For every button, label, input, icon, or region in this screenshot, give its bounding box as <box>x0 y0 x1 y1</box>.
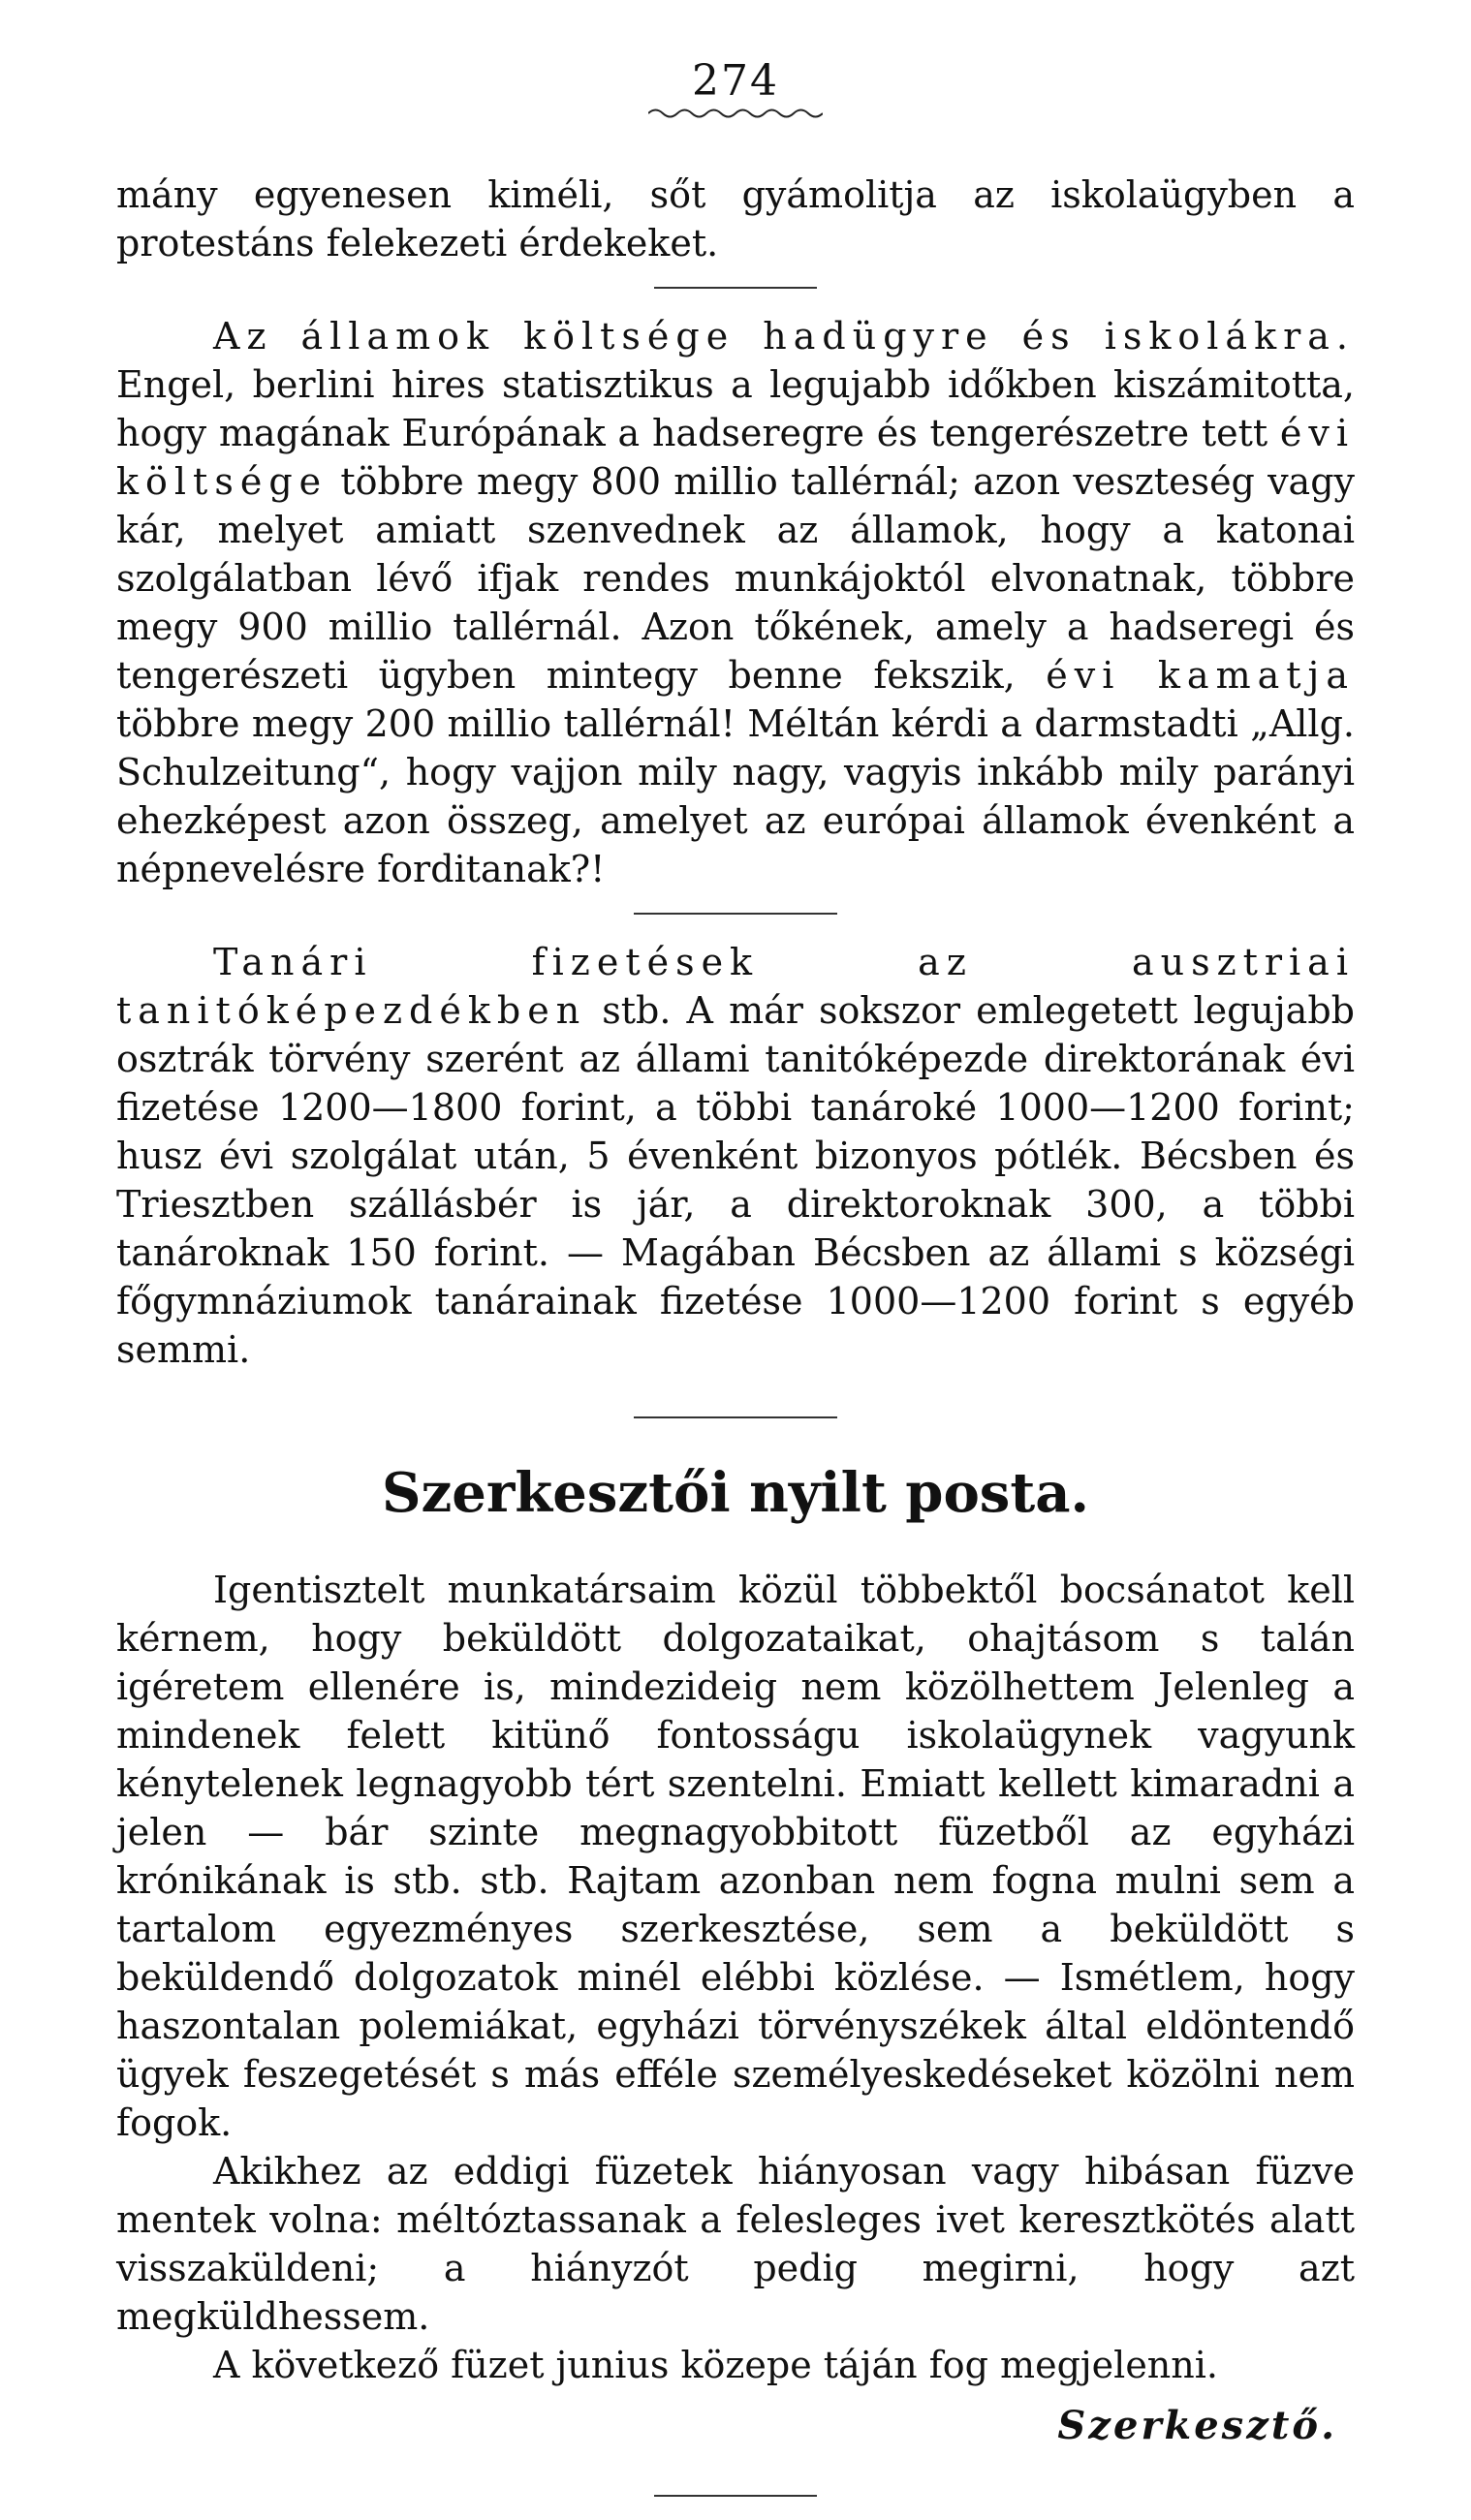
document-page <box>116 58 1355 2520</box>
section-military-costs <box>116 312 1355 893</box>
section-military-costs-text-b: többre megy 800 millio tallérnál; azon veszteség vagy kár, melyet amiatt szenvednek az államok, hogy a katonai szolgálatban lévő ifjak rendes munkájoktól elvonatnak, többre megy 900 millio tallérnál. Azon tőkének, amely a hadseregi és tengerészeti ügyben mintegy benne fekszik, <box>116 460 1355 697</box>
section-military-costs-text-c: többre megy 200 millio tallérnál! Méltán kérdi a darmstadti „Allg. Schulzeitung“, hogy vajjon mily nagy, vagyis inkább mily parányi ehezképest azon összeg, amelyet az európai államok évenként a népnevelésre forditanak?! <box>116 702 1355 890</box>
divider <box>654 287 817 289</box>
page-header <box>116 58 1355 120</box>
posta-paragraph-2: Akikhez az eddigi füzetek hiányosan vagy hibásan füzve mentek volna: méltóztassanak a felesleges ivet keresztkötés alatt visszaküldeni; a hiányzót pedig megirni, hogy azt megküldhessem. <box>116 2150 1355 2338</box>
section-teacher-salaries-text: stb. A már sokszor emlegetett legujabb osztrák törvény szerént az állami tanitóképezde direktorának évi fizetése 1200—1800 forint, a többi tanároké 1000—1200 forint; husz évi szolgálat után, 5 évenként bizonyos pótlék. Bécsben és Triesztben szállásbér is jár, a direktoroknak 300, a többi tanároknak 150 forint. — Magában Bécsben az állami s községi főgymnáziumok tanárainak fizetése 1000—1200 forint s egyéb semmi. <box>116 989 1355 1371</box>
section-military-costs-title: Az államok költsége hadügyre és iskolákra. <box>213 315 1355 358</box>
section-military-costs-emphasis-a: évi költsége <box>116 412 1355 503</box>
editor-signature: Szerkesztő. <box>1057 2403 1337 2448</box>
section-teacher-salaries <box>116 938 1355 1374</box>
section-military-costs-text-a: Engel, berlini hires statisztikus a legujabb időkben kiszámitotta, hogy magának Európának a hadseregre és tengerészetre tett <box>116 363 1355 454</box>
divider <box>634 1416 837 1418</box>
section-teacher-salaries-title: Tanári fizetések az ausztriai tanitóképezdékben <box>116 941 1355 1032</box>
posta-paragraph-3: A következő füzet junius közepe táján fog megjelenni. <box>213 2344 1218 2386</box>
signature-block <box>116 2403 1355 2448</box>
divider <box>654 2495 817 2497</box>
decorative-squiggle-icon <box>648 107 823 120</box>
posta-paragraph-1: Igentisztelt munkatársaim közül többektől bocsánatot kell kérnem, hogy beküldött dolgozataikat, ohajtásom s talán igéretem ellenére is, mindezideig nem közölhettem Jelenleg a mindenek felett kitünő fontosságu iskolaügynek vagyunk kénytelenek legnagyobb tért szentelni. Emiatt kellett kimaradni a jelen — bár szinte megnagyobbitott füzetből az egyházi krónikának is stb. stb. Rajtam azonban nem fogna mulni sem a tartalom egyezményes szerkesztése, sem a beküldött s beküldendő dolgozatok minél elébbi közlése. — Ismétlem, hogy haszontalan polemiákat, egyházi törvényszékek által eldöntendő ügyek feszegetését s más efféle személyeskedéseket közölni nem fogok. <box>116 1569 1355 2144</box>
section-military-costs-emphasis-b: évi kamatja <box>1046 654 1355 697</box>
opening-paragraph: mány egyenesen kiméli, sőt gyámolitja az iskolaügyben a protestáns felekezeti érdekeket. <box>116 173 1355 264</box>
divider <box>634 913 837 915</box>
page-number: 274 <box>692 56 779 106</box>
posta-heading: Szerkesztői nyilt posta. <box>382 1461 1089 1525</box>
